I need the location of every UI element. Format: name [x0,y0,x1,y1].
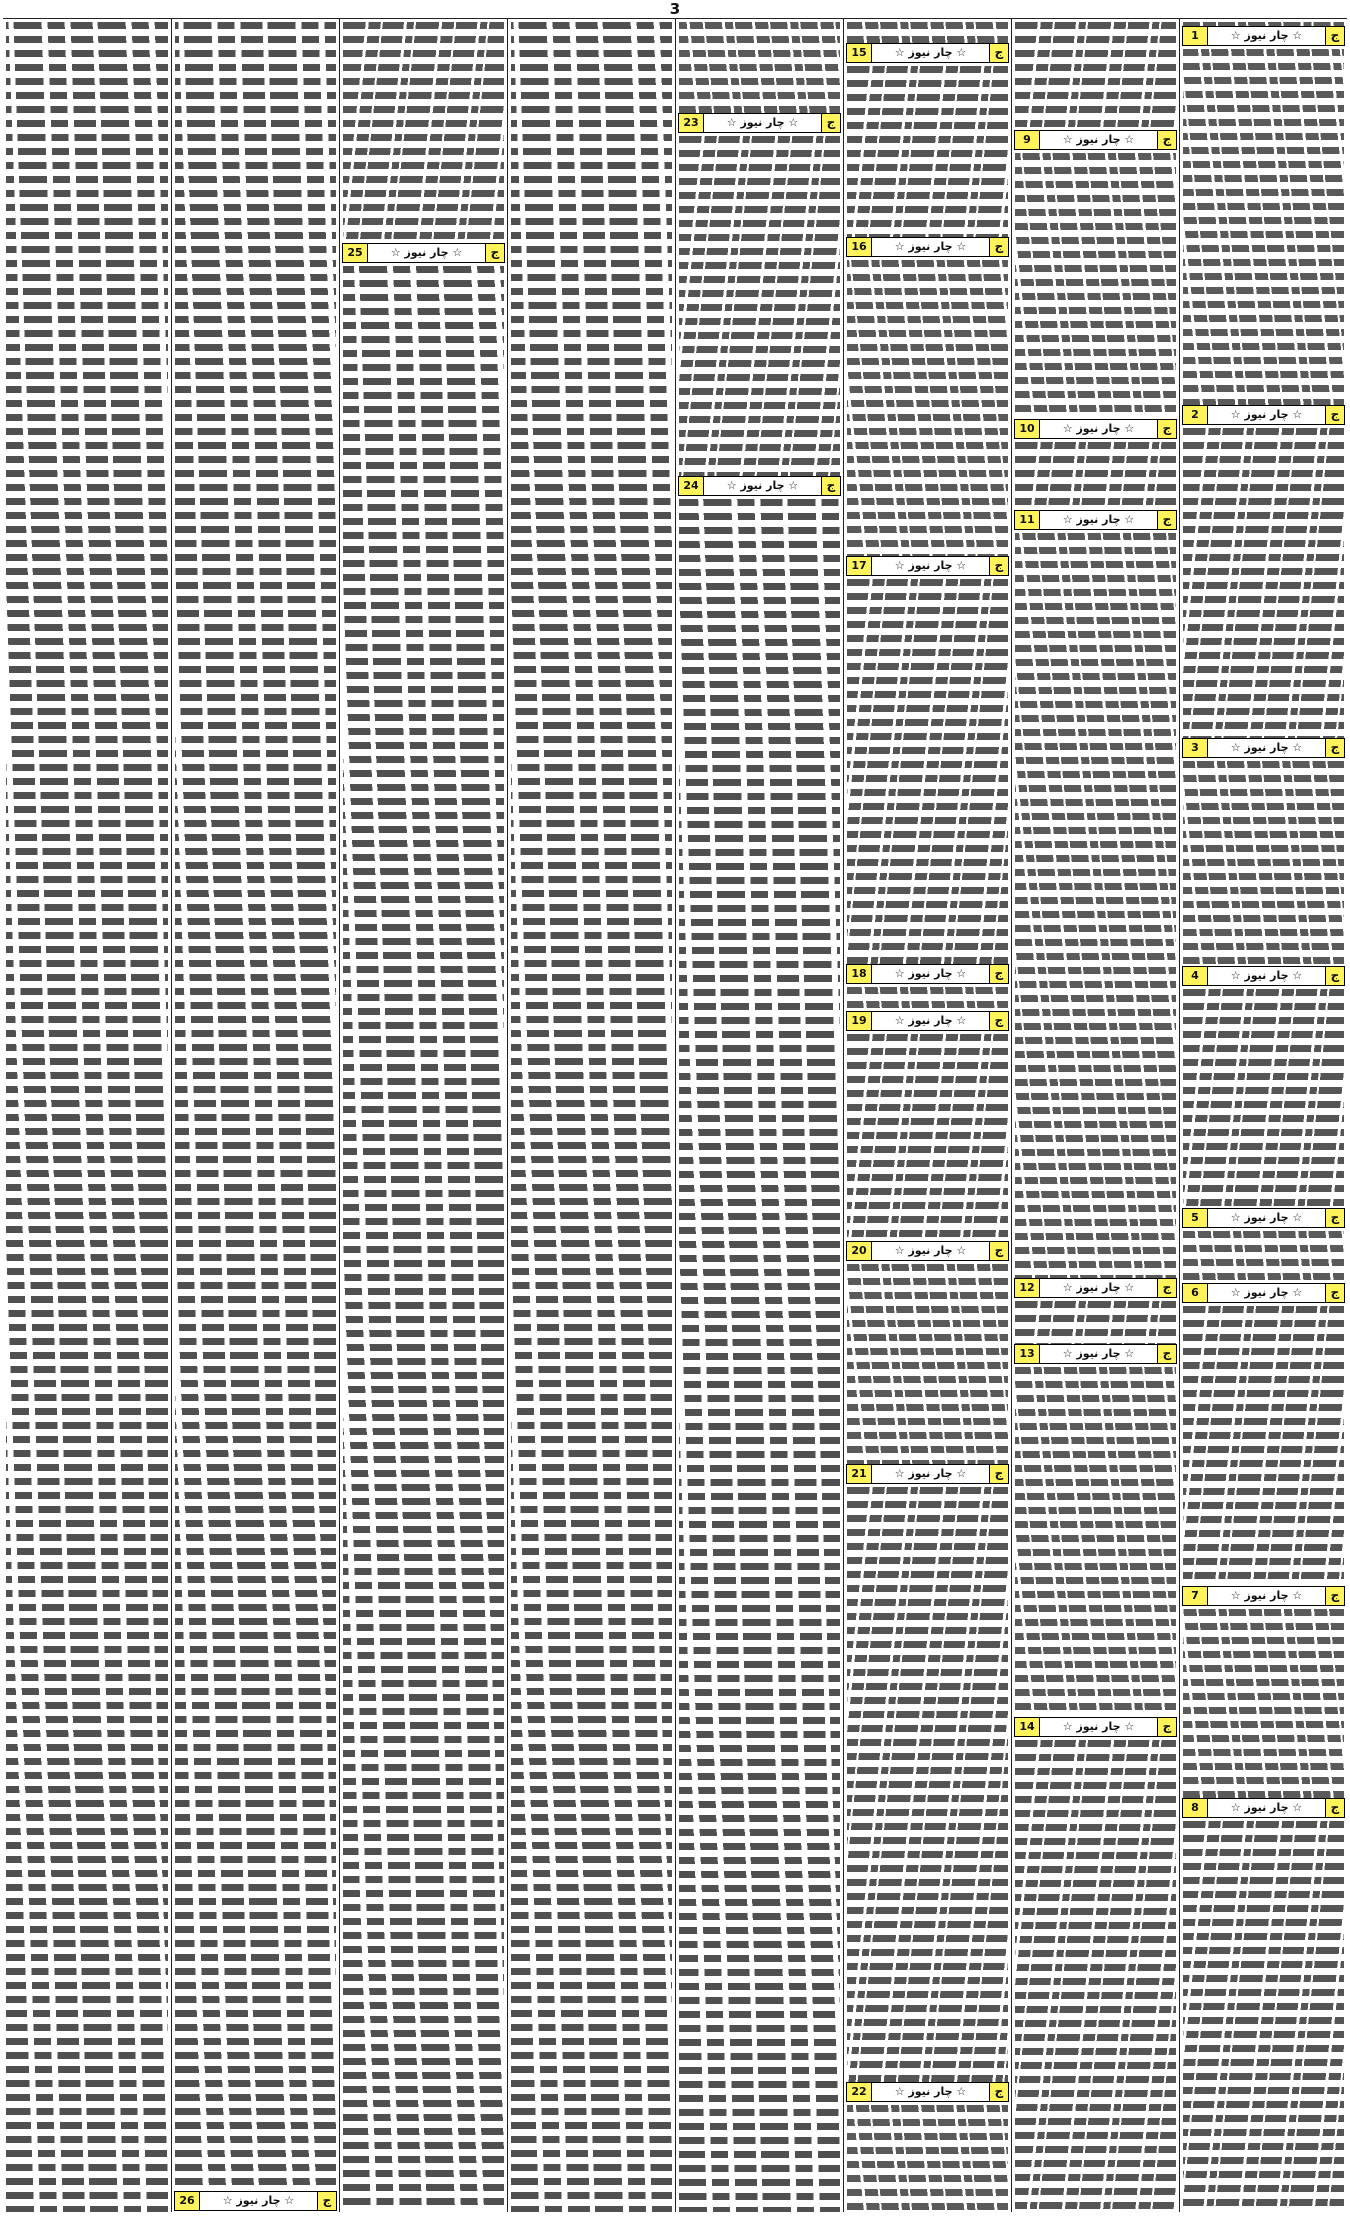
article-text [847,257,1008,556]
item-number: 19 [847,1012,872,1030]
news-item-header [846,43,1009,63]
header-label: چار نیوز [908,967,953,980]
page-number: 3 [669,0,681,18]
star-icon: ☆ [956,46,967,59]
star-icon: ☆ [452,246,463,259]
star-icon: ☆ [1062,422,1073,435]
item-number: 15 [847,44,872,62]
star-icon: ☆ [1292,741,1303,754]
article-text [1015,150,1176,419]
article-text [1183,986,1344,1208]
header-title [1040,1718,1157,1736]
news-item-header [1014,130,1177,150]
star-icon: ☆ [894,1467,905,1480]
news-item-header [846,1241,1009,1261]
chaar-news-logo: ج [1157,420,1176,438]
chaar-news-logo: ج [1157,511,1176,529]
news-item-header [1182,738,1345,758]
item-number: 21 [847,1465,872,1483]
star-icon: ☆ [390,246,401,259]
header-title [872,1242,989,1260]
star-icon: ☆ [1230,1211,1241,1224]
header-label: چار نیوز [404,246,449,259]
header-title [1208,967,1325,985]
star-icon: ☆ [1230,1801,1241,1814]
header-title [704,477,821,495]
header-title [872,1012,989,1030]
star-icon: ☆ [1230,741,1241,754]
article-text [847,576,1008,964]
article-text [847,1031,1008,1241]
news-item-header [1182,1798,1345,1818]
item-number: 7 [1183,1587,1208,1605]
star-icon: ☆ [956,1467,967,1480]
chaar-news-logo: ج [989,1465,1008,1483]
header-label: چار نیوز [1076,422,1121,435]
article-text [847,63,1008,237]
article-text [847,1261,1008,1464]
news-item-header [342,243,505,263]
star-icon: ☆ [956,240,967,253]
header-title [872,965,989,983]
listing-text [511,19,672,2212]
star-icon: ☆ [1124,1281,1135,1294]
star-icon: ☆ [1292,1211,1303,1224]
article-text [1015,439,1176,510]
header-title [1040,1345,1157,1363]
news-item-header [1014,1278,1177,1298]
item-number: 23 [679,114,704,132]
header-title [1208,1284,1325,1302]
header-label: چار نیوز [1244,1211,1289,1224]
news-item-header [846,2082,1009,2102]
header-label: چار نیوز [1076,1281,1121,1294]
star-icon: ☆ [1292,29,1303,42]
news-item-header [174,2191,337,2211]
header-title [1040,511,1157,529]
item-number: 22 [847,2083,872,2101]
item-number: 9 [1015,131,1040,149]
star-icon: ☆ [1230,1286,1241,1299]
article-text [1183,19,1344,26]
header-label: چار نیوز [1244,741,1289,754]
header-label: چار نیوز [908,240,953,253]
header-label: چار نیوز [740,479,785,492]
star-icon: ☆ [894,46,905,59]
header-label: چار نیوز [908,2085,953,2098]
star-icon: ☆ [1292,408,1303,421]
chaar-news-logo: ج [989,44,1008,62]
star-icon: ☆ [1062,133,1073,146]
news-item-header [846,556,1009,576]
header-title [872,2083,989,2101]
listing-text [6,19,168,2212]
header-label: چار نیوز [908,46,953,59]
item-number: 14 [1015,1718,1040,1736]
article-text [1183,758,1344,966]
star-icon: ☆ [284,2194,295,2207]
listing-text [343,263,504,2212]
star-icon: ☆ [788,479,799,492]
star-icon: ☆ [1124,422,1135,435]
article-text [1183,1228,1344,1283]
header-title [1208,1799,1325,1817]
item-number: 5 [1183,1209,1208,1227]
header-label: چار نیوز [1244,408,1289,421]
news-item-header [846,1464,1009,1484]
article-text [1183,46,1344,405]
news-item-header [1182,26,1345,46]
header-title [1208,406,1325,424]
star-icon: ☆ [1062,1347,1073,1360]
item-number: 4 [1183,967,1208,985]
article-text [847,1484,1008,2082]
star-icon: ☆ [1124,513,1135,526]
star-icon: ☆ [222,2194,233,2207]
item-number: 18 [847,965,872,983]
article-text [679,19,840,113]
header-label: چار نیوز [908,1244,953,1257]
star-icon: ☆ [894,559,905,572]
item-number: 11 [1015,511,1040,529]
header-title [872,238,989,256]
header-label: چار نیوز [908,1467,953,1480]
star-icon: ☆ [726,116,737,129]
header-title [1208,1587,1325,1605]
star-icon: ☆ [956,559,967,572]
item-number: 3 [1183,739,1208,757]
star-icon: ☆ [956,1014,967,1027]
column-2 [1011,19,1179,2212]
news-item-header [1182,1283,1345,1303]
article-text [1015,1364,1176,1717]
news-item-header [846,237,1009,257]
header-title [872,1465,989,1483]
star-icon: ☆ [1062,513,1073,526]
header-title [1040,420,1157,438]
header-label: چار نیوز [1076,133,1121,146]
chaar-news-logo: ج [1157,1345,1176,1363]
header-label: چار نیوز [1244,29,1289,42]
item-number: 17 [847,557,872,575]
article-text [1015,1737,1176,2212]
header-title [1208,1209,1325,1227]
article-text [847,2102,1008,2212]
news-item-header [846,1011,1009,1031]
header-label: چار نیوز [1244,1801,1289,1814]
article-text [1183,1303,1344,1586]
chaar-news-logo: ج [989,238,1008,256]
item-number: 20 [847,1242,872,1260]
chaar-news-logo: ج [317,2192,336,2210]
item-number: 10 [1015,420,1040,438]
chaar-news-logo: ج [1325,967,1344,985]
star-icon: ☆ [1124,133,1135,146]
newspaper-page [3,18,1347,2212]
header-title [1040,131,1157,149]
header-label: چار نیوز [908,559,953,572]
star-icon: ☆ [956,2085,967,2098]
star-icon: ☆ [1062,1720,1073,1733]
item-number: 1 [1183,27,1208,45]
article-text [847,984,1008,1011]
column-8 [3,19,171,2212]
news-item-header [1014,1717,1177,1737]
header-label: چار نیوز [908,1014,953,1027]
header-label: چار نیوز [1076,513,1121,526]
header-title [200,2192,317,2210]
star-icon: ☆ [788,116,799,129]
chaar-news-logo: ج [1157,1279,1176,1297]
news-item-header [1014,419,1177,439]
item-number: 16 [847,238,872,256]
article-text [1183,425,1344,738]
article-text [343,19,504,243]
star-icon: ☆ [1062,1281,1073,1294]
chaar-news-logo: ج [989,557,1008,575]
header-title [1208,739,1325,757]
header-label: چار نیوز [236,2194,281,2207]
star-icon: ☆ [1230,408,1241,421]
star-icon: ☆ [1292,1589,1303,1602]
article-text [1015,530,1176,1278]
item-number: 25 [343,244,368,262]
star-icon: ☆ [1230,29,1241,42]
item-number: 13 [1015,1345,1040,1363]
chaar-news-logo: ج [1325,1799,1344,1817]
item-number: 26 [175,2192,200,2210]
chaar-news-logo: ج [989,1012,1008,1030]
column-5 [507,19,675,2212]
star-icon: ☆ [1292,969,1303,982]
header-title [872,557,989,575]
star-icon: ☆ [894,1244,905,1257]
chaar-news-logo: ج [1325,1209,1344,1227]
news-item-header [1014,510,1177,530]
header-label: چار نیوز [1244,1286,1289,1299]
article-text [1015,1298,1176,1344]
column-1 [1179,19,1347,2212]
article-text [1183,1818,1344,2212]
header-title [704,114,821,132]
star-icon: ☆ [894,1014,905,1027]
column-7 [171,19,339,2212]
news-item-header [1182,1208,1345,1228]
header-label: چار نیوز [1076,1720,1121,1733]
column-4 [675,19,843,2212]
item-number: 12 [1015,1279,1040,1297]
chaar-news-logo: ج [821,477,840,495]
chaar-news-logo: ج [989,2083,1008,2101]
chaar-news-logo: ج [1157,1718,1176,1736]
news-item-header [846,964,1009,984]
header-title [872,44,989,62]
item-number: 8 [1183,1799,1208,1817]
star-icon: ☆ [894,240,905,253]
star-icon: ☆ [1292,1801,1303,1814]
chaar-news-logo: ج [485,244,504,262]
news-item-header [1014,1344,1177,1364]
article-text [679,133,840,476]
chaar-news-logo: ج [1325,739,1344,757]
news-item-header [1182,405,1345,425]
header-label: چار نیوز [740,116,785,129]
chaar-news-logo: ج [989,1242,1008,1260]
header-title [1208,27,1325,45]
news-item-header [678,476,841,496]
chaar-news-logo: ج [1325,406,1344,424]
header-label: چار نیوز [1076,1347,1121,1360]
article-text [847,19,1008,43]
star-icon: ☆ [956,1244,967,1257]
header-label: چار نیوز [1244,969,1289,982]
chaar-news-logo: ج [989,965,1008,983]
star-icon: ☆ [726,479,737,492]
article-text [1183,1606,1344,1798]
star-icon: ☆ [894,967,905,980]
chaar-news-logo: ج [821,114,840,132]
news-item-header [1182,1586,1345,1606]
listing-text [175,19,336,2191]
item-number: 2 [1183,406,1208,424]
star-icon: ☆ [956,967,967,980]
chaar-news-logo: ج [1325,1587,1344,1605]
header-title [368,244,485,262]
chaar-news-logo: ج [1157,131,1176,149]
column-3 [843,19,1011,2212]
listing-text [679,496,840,2212]
star-icon: ☆ [1292,1286,1303,1299]
star-icon: ☆ [1124,1720,1135,1733]
item-number: 24 [679,477,704,495]
news-item-header [678,113,841,133]
news-item-header [1182,966,1345,986]
item-number: 6 [1183,1284,1208,1302]
header-label: چار نیوز [1244,1589,1289,1602]
star-icon: ☆ [1230,969,1241,982]
star-icon: ☆ [1124,1347,1135,1360]
header-title [1040,1279,1157,1297]
article-text [1015,19,1176,130]
star-icon: ☆ [1230,1589,1241,1602]
chaar-news-logo: ج [1325,27,1344,45]
column-6 [339,19,507,2212]
chaar-news-logo: ج [1325,1284,1344,1302]
star-icon: ☆ [894,2085,905,2098]
